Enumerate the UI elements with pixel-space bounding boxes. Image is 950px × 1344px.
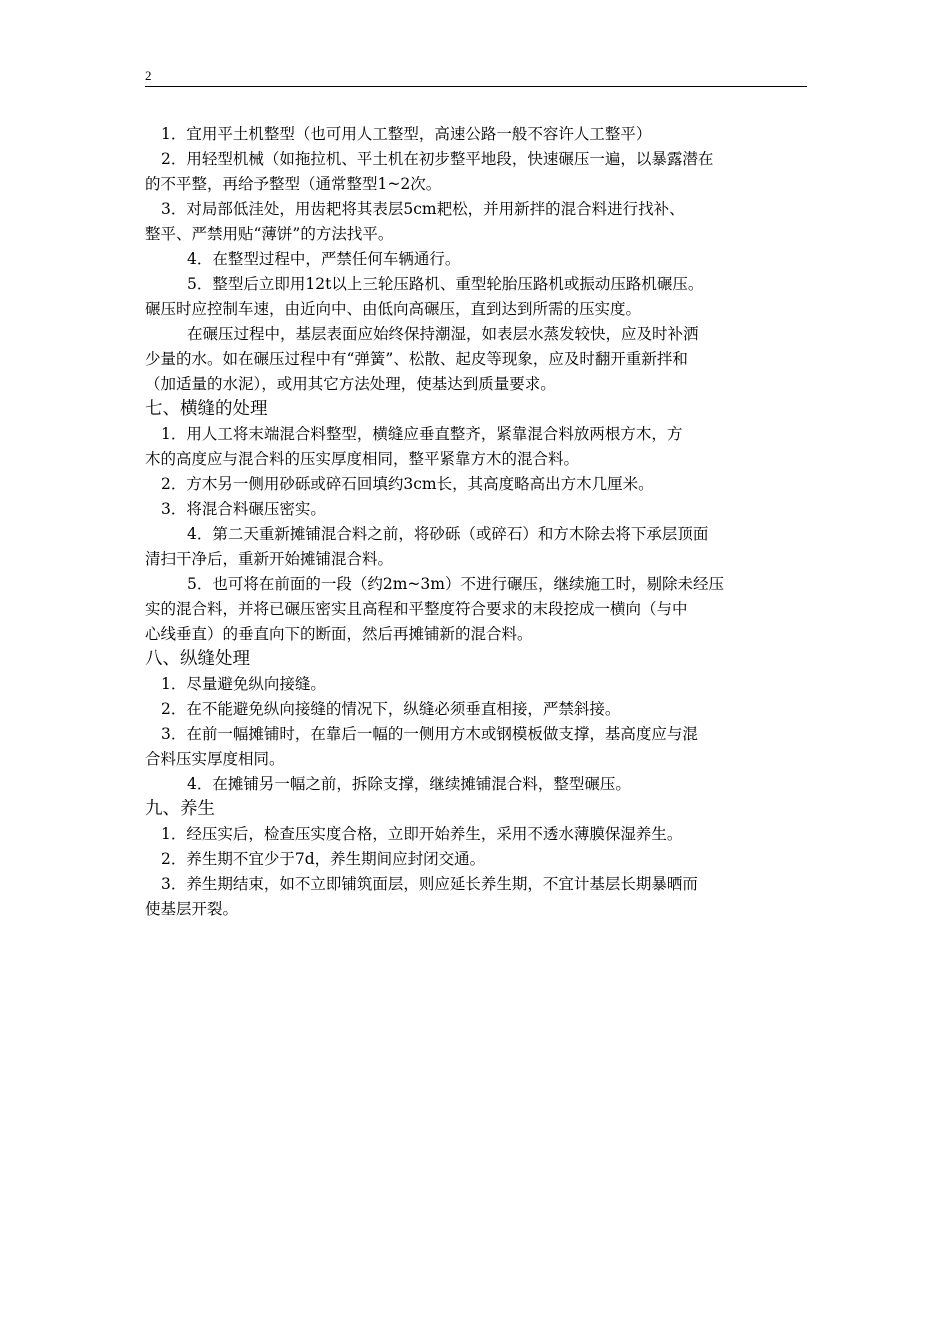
paragraph-line: 清扫干净后，重新开始摊铺混合料。	[145, 550, 394, 568]
paragraph-line: 在碾压过程中，基层表面应始终保持潮湿，如表层水蒸发较快，应及时补洒	[187, 325, 699, 343]
paragraph-line: 整平、严禁用贴“薄饼”的方法找平。	[145, 225, 394, 243]
paragraph-line: 合料压实厚度相同。	[145, 750, 285, 768]
paragraph-line: 3．将混合料碾压密实。	[161, 500, 326, 518]
paragraph-line: 1．宜用平土机整型（也可用人工整型，高速公路一般不容许人工整平）	[161, 125, 652, 143]
paragraph-line: 2．用轻型机械（如拖拉机、平土机在初步整平地段，快速碾压一遍，以暴露潜在	[161, 150, 714, 168]
section-heading: 九、养生	[145, 799, 215, 819]
paragraph-line: 2．方木另一侧用砂砾或碎石回填约3cm长，其高度略高出方木几厘米。	[161, 475, 654, 493]
paragraph-line: 5．也可将在前面的一段（约2m~3m）不进行碾压，继续施工时，剔除未经压	[187, 575, 724, 593]
paragraph-line: 5．整型后立即用12t以上三轮压路机、重型轮胎压路机或振动压路机碾压。	[187, 275, 704, 293]
paragraph-line: 3．在前一幅摊铺时，在靠后一幅的一侧用方木或钢模板做支撑，基高度应与混	[161, 725, 698, 743]
document-body	[145, 122, 807, 922]
paragraph-line: 心线垂直）的垂直向下的断面，然后再摊铺新的混合料。	[145, 625, 533, 643]
paragraph-line: 1．用人工将末端混合料整型，横缝应垂直整齐，紧靠混合料放两根方木，方	[161, 425, 683, 443]
paragraph-line: 1．经压实后，检查压实度合格，立即开始养生，采用不透水薄膜保湿养生。	[161, 825, 683, 843]
paragraph-line: 4．在摊铺另一幅之前，拆除支撑，继续摊铺混合料，整型碾压。	[187, 775, 631, 793]
paragraph-line: 1．尽量避免纵向接缝。	[161, 675, 326, 693]
paragraph-line: 4．第二天重新摊铺混合料之前，将砂砾（或碎石）和方木除去将下承层顶面	[187, 525, 709, 543]
paragraph-line: 实的混合料，并将已碾压密实且高程和平整度符合要求的末段挖成一横向（与中	[145, 600, 688, 618]
paragraph-line: 少量的水。如在碾压过程中有“弹簧”、松散、起皮等现象，应及时翻开重新拌和	[145, 350, 688, 368]
header-rule	[145, 86, 807, 87]
paragraph-line: 3．对局部低洼处，用齿耙将其表层5cm耙松，并用新拌的混合料进行找补、	[161, 200, 685, 218]
page-number: 2	[145, 68, 152, 83]
paragraph-line: 2．在不能避免纵向接缝的情况下，纵缝必须垂直相接，严禁斜接。	[161, 700, 621, 718]
paragraph-line: 3．养生期结束，如不立即铺筑面层，则应延长养生期，不宜计基层长期暴晒而	[161, 875, 698, 893]
paragraph-line: 碾压时应控制车速，由近向中、由低向高碾压，直到达到所需的压实度。	[145, 300, 642, 318]
paragraph-line: （加适量的水泥），或用其它方法处理，使基达到质量要求。	[145, 375, 556, 393]
section-heading: 八、纵缝处理	[145, 649, 250, 669]
section-heading: 七、横缝的处理	[145, 399, 268, 419]
paragraph-line: 2．养生期不宜少于7d，养生期间应封闭交通。	[161, 850, 486, 868]
paragraph-line: 的不平整，再给予整型（通常整型1~2次。	[145, 175, 442, 193]
paragraph-line: 4．在整型过程中，严禁任何车辆通行。	[187, 250, 461, 268]
paragraph-line: 木的高度应与混合料的压实厚度相同，整平紧靠方木的混合料。	[145, 450, 580, 468]
paragraph-line: 使基层开裂。	[145, 900, 239, 918]
